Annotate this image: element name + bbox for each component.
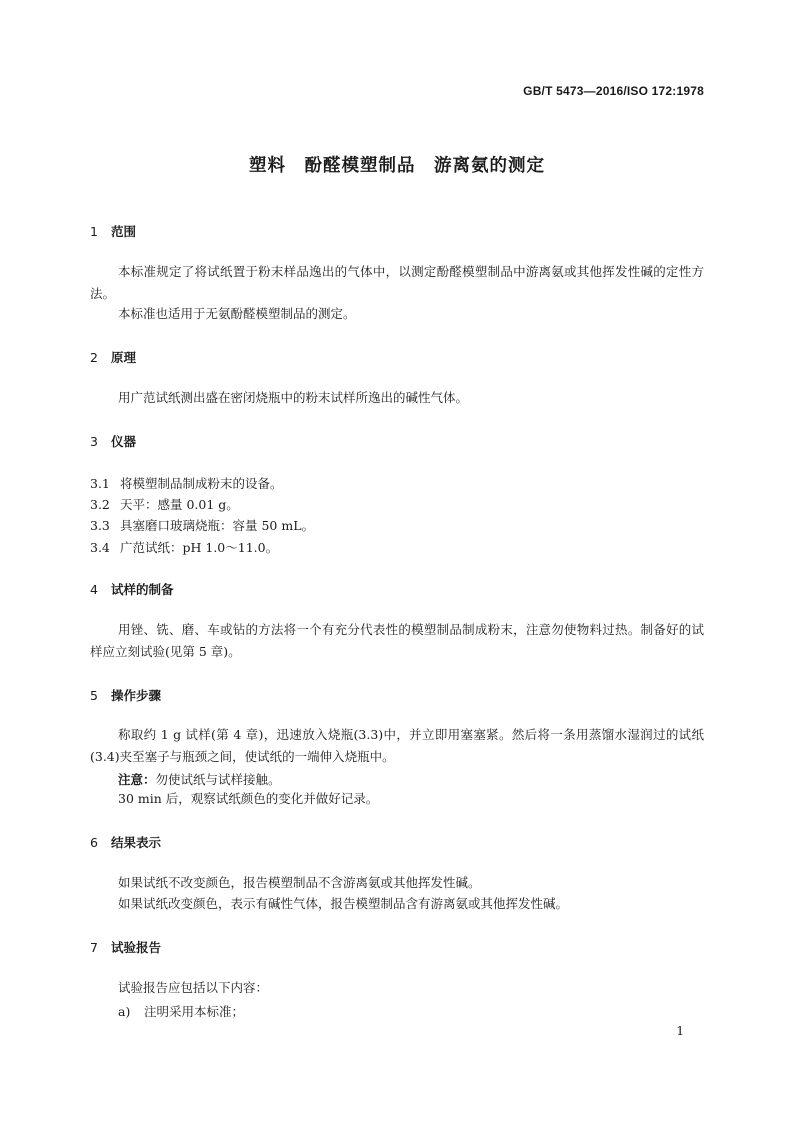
page-number: 1	[676, 1024, 684, 1038]
section-number: 1	[90, 224, 98, 239]
item-number: 3.3	[90, 518, 110, 533]
note-label: 注意：	[118, 772, 156, 787]
item-label: a)	[118, 1004, 131, 1019]
section-title: 仪器	[111, 434, 137, 449]
apparatus-item	[90, 495, 239, 513]
report-item-a	[118, 1002, 244, 1020]
section-number: 5	[90, 688, 98, 703]
item-text: 将模塑制品制成粉末的设备。	[120, 476, 283, 491]
item-text: 注明采用本标准；	[144, 1004, 245, 1019]
item-text: 广范试纸：pH 1.0～11.0。	[120, 540, 279, 555]
item-number: 3.2	[90, 497, 110, 512]
apparatus-item	[90, 516, 314, 534]
section-2-paragraph-1: 用广范试纸测出盛在密闭烧瓶中的粉末试样所逸出的碱性气体。	[118, 390, 469, 405]
section-number: 3	[90, 434, 98, 449]
section-title: 范围	[111, 224, 137, 239]
section-2-heading	[90, 348, 136, 366]
item-number: 3.4	[90, 540, 110, 555]
section-title: 原理	[111, 350, 137, 365]
section-title: 试样的制备	[111, 582, 174, 597]
section-4-paragraph-1: 用锉、铣、磨、车或钻的方法将一个有充分代表性的模塑制品制成粉末，注意勿使物料过热。制备好的试样应立刻试验(见第 5 章)。	[90, 622, 704, 659]
section-number: 4	[90, 582, 98, 597]
section-4-heading	[90, 580, 174, 598]
section-6-paragraph-1: 如果试纸不改变颜色，报告模塑制品不含游离氨或其他挥发性碱。	[118, 875, 481, 890]
section-title: 结果表示	[111, 835, 162, 850]
section-6-paragraph-2: 如果试纸改变颜色，表示有碱性气体，报告模塑制品含有游离氨或其他挥发性碱。	[118, 896, 569, 911]
section-number: 2	[90, 350, 98, 365]
apparatus-item	[90, 538, 278, 556]
section-number: 6	[90, 835, 98, 850]
section-title: 试验报告	[111, 940, 162, 955]
section-5-note	[118, 770, 281, 788]
section-7-paragraph-1: 试验报告应包括以下内容：	[118, 980, 269, 995]
section-1-heading	[90, 222, 136, 240]
section-5-paragraph-1: 称取约 1 g 试样(第 4 章)，迅速放入烧瓶(3.3)中，并立即用塞塞紧。然后将一条用蒸馏水湿润过的试纸(3.4)夹至塞子与瓶颈之间，使试纸的一端伸入烧瓶中。	[90, 727, 704, 764]
section-7-heading	[90, 938, 161, 956]
note-text: 勿使试纸与试样接触。	[155, 772, 281, 787]
section-5-paragraph-2: 30 min 后，观察试纸颜色的变化并做好记录。	[118, 791, 379, 806]
item-text: 具塞磨口玻璃烧瓶：容量 50 mL。	[120, 518, 315, 533]
section-1-paragraph-1: 本标准规定了将试纸置于粉末样品逸出的气体中，以测定酚醛模塑制品中游离氨或其他挥发性碱的定性方法。	[90, 264, 704, 301]
section-title: 操作步骤	[111, 688, 162, 703]
section-1-paragraph-2: 本标准也适用于无氨酚醛模塑制品的测定。	[118, 306, 356, 321]
section-5-heading	[90, 686, 161, 704]
section-number: 7	[90, 940, 98, 955]
apparatus-item	[90, 474, 283, 492]
item-text: 天平：感量 0.01 g。	[120, 497, 239, 512]
standard-code: GB/T 5473—2016/ISO 172:1978	[523, 84, 704, 98]
section-3-heading	[90, 432, 136, 450]
item-number: 3.1	[90, 476, 110, 491]
document-title: 塑料 酚醛模塑制品 游离氨的测定	[249, 156, 545, 176]
section-6-heading	[90, 833, 161, 851]
